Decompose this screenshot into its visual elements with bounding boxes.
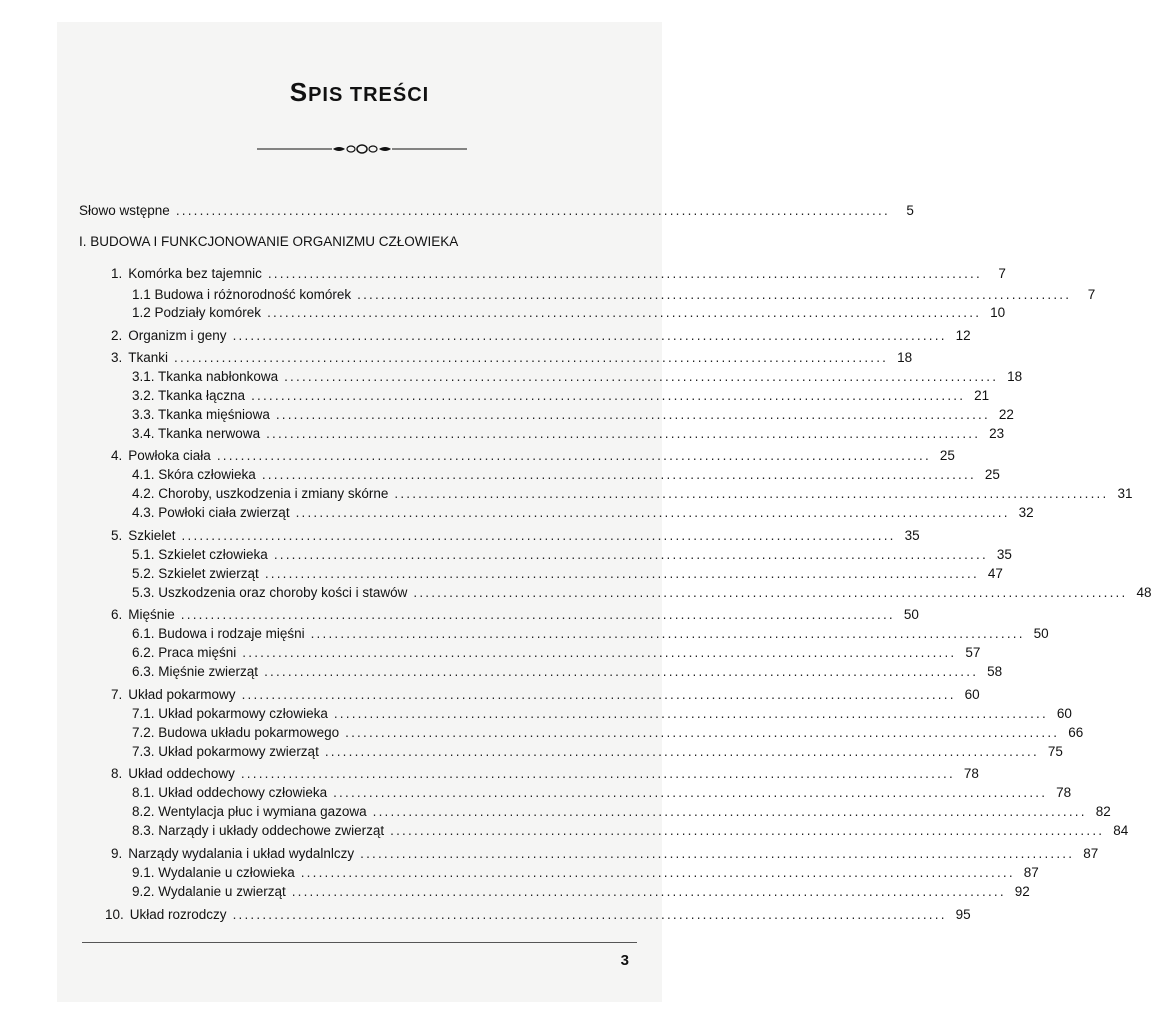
toc-entry-page: 25 — [939, 448, 955, 463]
toc-entry-label: 4.2. Choroby, uszkodzenia i zmiany skórne — [132, 486, 389, 501]
toc-entry-label: 4.1. Skóra człowieka — [132, 467, 256, 482]
dot-leader: ........................................................................................................................ — [372, 804, 1087, 819]
title-rest: PIS TREŚCI — [308, 84, 430, 106]
toc-entry — [132, 406, 1014, 424]
toc-entry — [132, 864, 1039, 882]
toc-entry-page: 75 — [1047, 744, 1063, 759]
dot-leader: ........................................................................................................................ — [300, 865, 1015, 880]
toc-entry-number: 10. — [105, 907, 124, 922]
ornament-divider-icon — [257, 142, 467, 156]
toc-entry — [132, 546, 1012, 564]
toc-foreword — [79, 202, 914, 220]
toc-entry-label: 8.2. Wentylacja płuc i wymiana gazowa — [132, 804, 367, 819]
toc-entry-page: 35 — [996, 547, 1012, 562]
toc-entry-number: 1. — [111, 266, 123, 281]
dot-leader: ........................................................................................................................ — [175, 203, 890, 218]
toc-entry-label: 8.1. Układ oddechowy człowieka — [132, 785, 328, 800]
toc-entry-label: 7.1. Układ pokarmowy człowieka — [132, 706, 328, 721]
dot-leader: ........................................................................................................................ — [275, 407, 990, 422]
toc-entry-number: 2. — [111, 328, 123, 343]
dot-leader: ........................................................................................................................ — [394, 486, 1109, 501]
toc-entry — [132, 784, 1072, 802]
toc-entry-page: 50 — [1033, 626, 1049, 641]
toc-entry — [111, 349, 913, 367]
toc-entry-label: Narządy wydalania i układ wydalnlczy — [128, 846, 355, 861]
dot-leader: ........................................................................................................................ — [232, 328, 947, 343]
toc-entry-label: Powłoka ciała — [128, 448, 211, 463]
toc-entry-number: 8. — [111, 766, 123, 781]
toc-entry — [111, 265, 1006, 283]
toc-entry-label: Układ oddechowy — [128, 766, 235, 781]
toc-entry-label: Mięśnie — [128, 607, 175, 622]
dot-leader: ........................................................................................................................ — [333, 706, 1048, 721]
toc-entry — [132, 625, 1049, 643]
dot-leader: ........................................................................................................................ — [241, 687, 956, 702]
toc-entry-page: 5 — [906, 203, 914, 218]
toc-entry-page: 60 — [964, 687, 980, 702]
toc-entry-page: 7 — [1087, 287, 1096, 302]
dot-leader: ........................................................................................................................ — [266, 426, 981, 441]
toc-entry-number: 9. — [111, 846, 123, 861]
toc-entry-page: 84 — [1113, 823, 1129, 838]
dot-leader: ........................................................................................................................ — [181, 528, 896, 543]
toc-entry-page: 92 — [1014, 884, 1030, 899]
toc-entry-page: 12 — [955, 328, 971, 343]
toc-entry-label: 6.2. Praca mięśni — [132, 645, 237, 660]
toc-entry-label: 5.1. Szkielet człowieka — [132, 547, 268, 562]
toc-entry — [132, 644, 981, 662]
dot-leader: ........................................................................................................................ — [240, 766, 955, 781]
dot-leader: ........................................................................................................................ — [264, 566, 979, 581]
toc-entry — [111, 527, 920, 545]
toc-entry-page: 50 — [903, 607, 919, 622]
dot-leader: ........................................................................................................................ — [261, 467, 976, 482]
toc-entry-label: 1.1 Budowa i różnorodność komórek — [132, 287, 352, 302]
toc-entry-label: 8.3. Narządy i układy oddechowe zwierząt — [132, 823, 385, 838]
toc-entry-page: 23 — [989, 426, 1005, 441]
toc-entry-label: 5.3. Uszkodzenia oraz choroby kości i stawów — [132, 585, 408, 600]
toc-entry-label: 3.2. Tkanka łączna — [132, 388, 246, 403]
toc-entry — [132, 822, 1129, 840]
toc-entry-page: 35 — [904, 528, 920, 543]
document-page — [57, 22, 1151, 1002]
toc-entry-number: 3. — [111, 350, 123, 365]
toc-entry-label: 6.3. Mięśnie zwierząt — [132, 664, 259, 679]
toc-entry-label: 9.2. Wydalanie u zwierząt — [132, 884, 286, 899]
toc-entry-number: 6. — [111, 607, 123, 622]
toc-entry-page: 66 — [1068, 725, 1084, 740]
toc-entry-label: Układ rozrodczy — [129, 907, 227, 922]
toc-entry-page: 78 — [1056, 785, 1072, 800]
toc-entry-page: 10 — [990, 305, 1006, 320]
toc-entry-page: 78 — [963, 766, 979, 781]
dot-leader: ........................................................................................................................ — [273, 547, 988, 562]
toc-entry-page: 47 — [987, 566, 1003, 581]
dot-leader: ........................................................................................................................ — [295, 505, 1010, 520]
toc-entry — [111, 447, 955, 465]
dot-leader: ........................................................................................................................ — [284, 369, 999, 384]
dot-leader: ........................................................................................................................ — [267, 266, 982, 281]
footer-rule — [82, 942, 637, 943]
dot-leader: ........................................................................................................................ — [216, 448, 931, 463]
dot-leader: ........................................................................................................................ — [180, 607, 895, 622]
toc-entry — [132, 504, 1034, 522]
toc-entry-page: 87 — [1023, 865, 1039, 880]
toc-entry-label: 4.3. Powłoki ciała zwierząt — [132, 505, 290, 520]
toc-entry — [132, 743, 1063, 761]
dot-leader: ........................................................................................................................ — [291, 884, 1006, 899]
dot-leader: ........................................................................................................................ — [345, 725, 1060, 740]
toc-entry — [111, 765, 979, 783]
toc-entry — [132, 705, 1072, 723]
toc-entry-page: 21 — [974, 388, 990, 403]
toc-entry-page: 87 — [1083, 846, 1099, 861]
dot-leader: ........................................................................................................................ — [174, 350, 889, 365]
dot-leader: ........................................................................................................................ — [413, 585, 1128, 600]
dot-leader: ........................................................................................................................ — [267, 305, 982, 320]
toc-entry-page: 48 — [1136, 585, 1151, 600]
toc-entry — [111, 686, 980, 704]
toc-entry-label: Układ pokarmowy — [128, 687, 236, 702]
toc-entry-page: 82 — [1095, 804, 1111, 819]
toc-entry-label: 9.1. Wydalanie u człowieka — [132, 865, 295, 880]
toc-entry — [105, 906, 971, 924]
toc-entry — [132, 663, 1003, 681]
toc-entry-page: 32 — [1018, 505, 1034, 520]
dot-leader: ........................................................................................................................ — [333, 785, 1048, 800]
toc-entry — [132, 565, 1003, 583]
toc-entry — [132, 584, 1151, 602]
toc-entry-number: 5. — [111, 528, 123, 543]
dot-leader: ........................................................................................................................ — [324, 744, 1039, 759]
toc-entry — [111, 606, 919, 624]
dot-leader: ........................................................................................................................ — [264, 664, 979, 679]
toc-entry — [132, 883, 1030, 901]
toc-entry-page: 57 — [965, 645, 981, 660]
toc-entry — [132, 368, 1023, 386]
toc-entry-page: 95 — [955, 907, 971, 922]
dot-leader: ........................................................................................................................ — [242, 645, 957, 660]
page-number: 3 — [620, 952, 629, 969]
toc-entry-label: Komórka bez tajemnic — [128, 266, 262, 281]
toc-entry-page: 58 — [987, 664, 1003, 679]
page-title — [57, 77, 662, 108]
toc-entry — [132, 304, 1006, 322]
toc-entry-page: 22 — [998, 407, 1014, 422]
toc-entry — [132, 425, 1005, 443]
toc-section-heading: I. BUDOWA I FUNKCJONOWANIE ORGANIZMU CZŁOWIEKA — [79, 234, 459, 249]
toc-entry — [132, 803, 1111, 821]
toc-entry — [132, 387, 990, 405]
toc-entry — [111, 845, 1099, 863]
dot-leader: ........................................................................................................................ — [357, 287, 1072, 302]
toc-entry-label: Słowo wstępne — [79, 203, 170, 218]
title-initial: S — [289, 77, 309, 107]
toc-entry-number: 7. — [111, 687, 123, 702]
toc-entry-label: 3.4. Tkanka nerwowa — [132, 426, 261, 441]
toc-entry — [132, 724, 1084, 742]
toc-entry-page: 25 — [984, 467, 1000, 482]
toc-entry — [132, 286, 1096, 304]
toc-entry-label: 5.2. Szkielet zwierząt — [132, 566, 259, 581]
toc-entry-label: Szkielet — [128, 528, 176, 543]
toc-entry — [132, 466, 1000, 484]
toc-entry-page: 31 — [1117, 486, 1133, 501]
toc-entry — [111, 327, 971, 345]
dot-leader: ........................................................................................................................ — [390, 823, 1105, 838]
toc-entry-label: 7.2. Budowa układu pokarmowego — [132, 725, 340, 740]
dot-leader: ........................................................................................................................ — [251, 388, 966, 403]
dot-leader: ........................................................................................................................ — [232, 907, 947, 922]
toc-entry-label: 3.3. Tkanka mięśniowa — [132, 407, 270, 422]
toc-entry-label: Tkanki — [128, 350, 169, 365]
toc-entry-label: 1.2 Podziały komórek — [132, 305, 262, 320]
toc-entry — [132, 485, 1133, 503]
toc-entry-label: Organizm i geny — [128, 328, 227, 343]
toc-entry-number: 4. — [111, 448, 123, 463]
toc-entry-page: 7 — [998, 266, 1006, 281]
toc-entry-page: 18 — [1007, 369, 1023, 384]
toc-entry-page: 18 — [897, 350, 913, 365]
toc-entry-page: 60 — [1056, 706, 1072, 721]
toc-entry-label: 6.1. Budowa i rodzaje mięśni — [132, 626, 305, 641]
dot-leader: ........................................................................................................................ — [360, 846, 1075, 861]
toc-entry-label: 7.3. Układ pokarmowy zwierząt — [132, 744, 319, 759]
toc-entry-label: 3.1. Tkanka nabłonkowa — [132, 369, 279, 384]
dot-leader: ........................................................................................................................ — [310, 626, 1025, 641]
